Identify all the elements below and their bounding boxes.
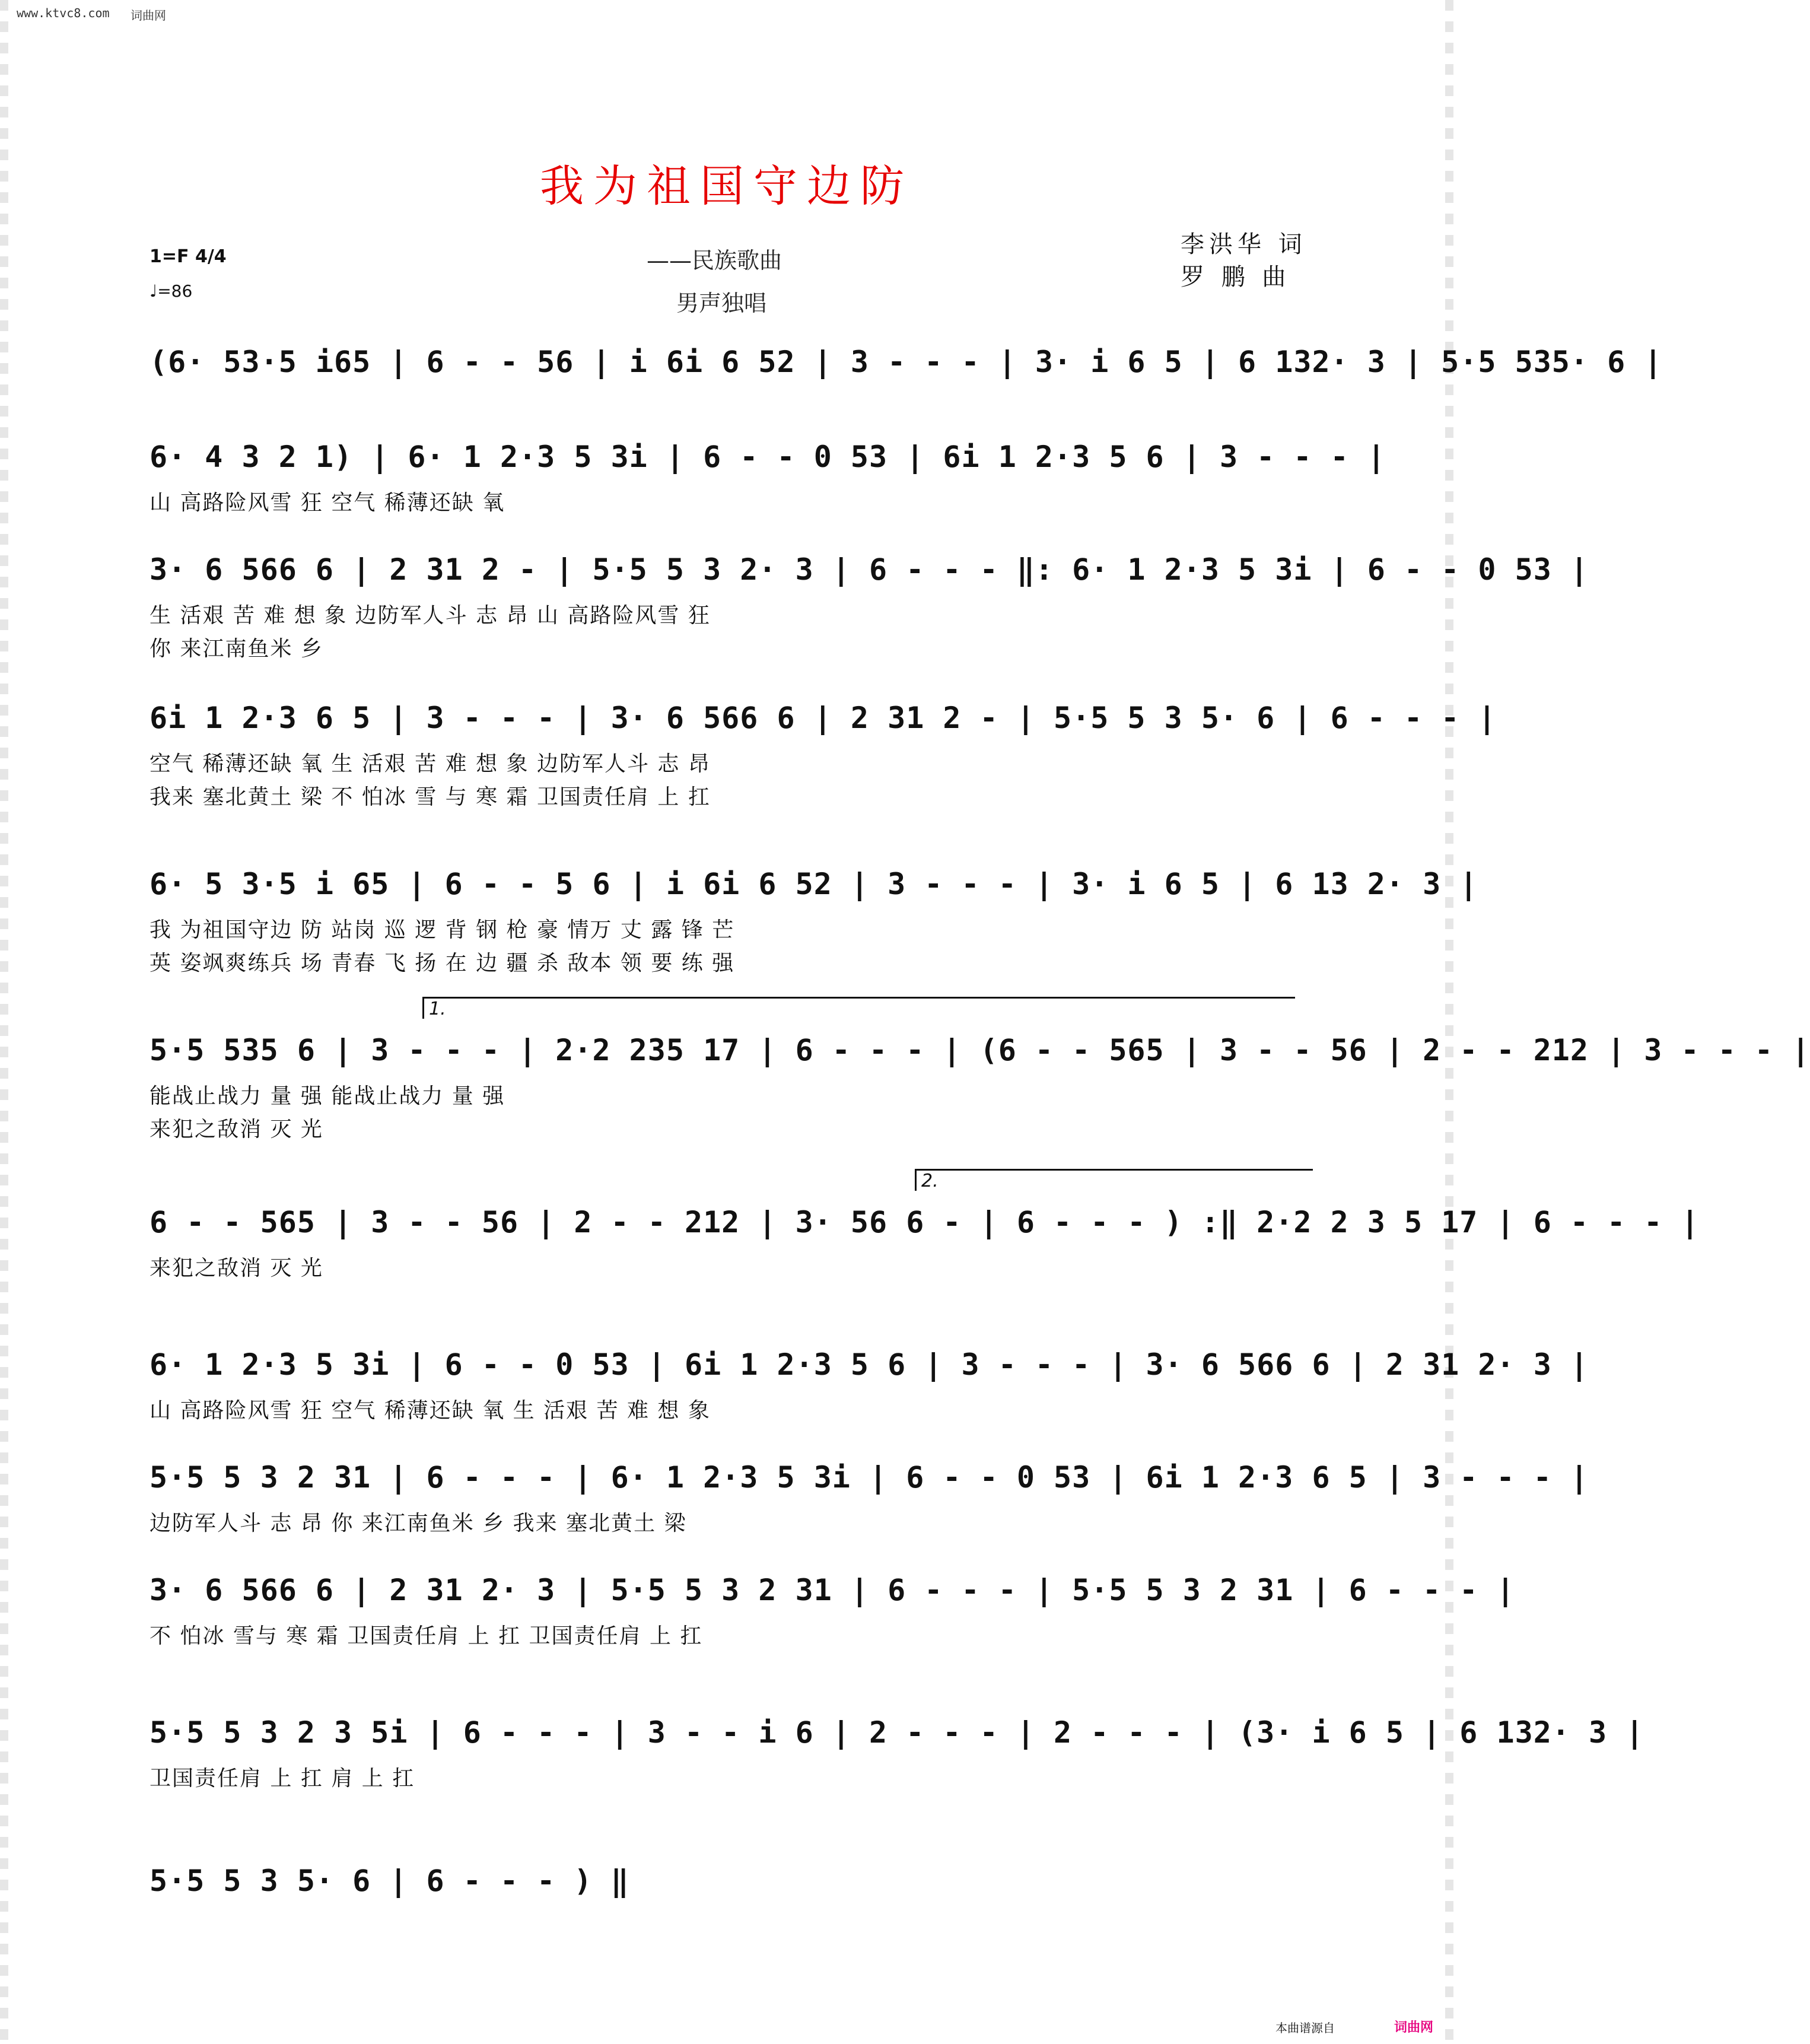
- voice-label: 男声独唱: [676, 290, 767, 316]
- notation-line: [149, 854, 1478, 914]
- lyric-line-1: 山 高路险风雪 狂 空气 稀薄还缺 氧 生 活艰 苦 难 想 象: [149, 1398, 711, 1423]
- key-signature: 1=F 4/4: [149, 246, 227, 267]
- lyric-line-1: 来犯之敌消 灭 光: [149, 1256, 323, 1280]
- score-system-1: [149, 332, 1663, 392]
- lyricist-credit: 李洪华 词: [1181, 231, 1307, 258]
- notation-line: [149, 1021, 1810, 1080]
- composer-credit: 罗 鹏 曲: [1181, 263, 1291, 291]
- notation-line: [149, 1335, 1589, 1394]
- lyric-line-1: 我 为祖国守边 防 站岗 巡 逻 背 钢 枪 豪 情万 丈 露 锋 芒: [149, 918, 735, 942]
- notation-line: [149, 1851, 1306, 1911]
- lyric-line-1: 边防军人斗 志 昂 你 来江南鱼米 乡 我来 塞北黄土 梁: [149, 1511, 687, 1536]
- jianpu-notes: 6· 1 2·3 5 3i | 6 - - 0 53 | 6i 1 2·3 5 6 | 3 - - - | 3· 6 566 6 | 2 31 2· 3 |: [149, 1347, 1589, 1382]
- score-system-2: [149, 427, 1386, 520]
- left-edge-strip: [0, 0, 8, 2044]
- lyric-line-2: 你 来江南鱼米 乡: [149, 637, 323, 661]
- score-system-12: [149, 1851, 1306, 1911]
- jianpu-notes: (6· 53·5 i65 | 6 - - 56 | i 6i 6 52 | 3 - - - | 3· i 6 5 | 6 132· 3 | 5·5 535· 6 |: [149, 345, 1663, 379]
- lyric-line-1: 山 高路险风雪 狂 空气 稀薄还缺 氧: [149, 491, 505, 515]
- score-system-3: [149, 540, 1589, 666]
- lyric-line-2: 来犯之敌消 灭 光: [149, 1117, 323, 1142]
- notation-line: [149, 540, 1589, 599]
- score-system-7: [149, 1171, 1700, 1285]
- jianpu-notes: 3· 6 566 6 | 2 31 2· 3 | 5·5 5 3 2 31 | 6 - - - | 5·5 5 3 2 31 | 6 - - - |: [149, 1573, 1515, 1607]
- jianpu-notes: 6 - - 565 | 3 - - 56 | 2 - - 212 | 3· 56 6 - | 6 - - - ) :‖ 2·2 2 3 5 17 | 6 - - - |: [149, 1205, 1700, 1239]
- jianpu-notes: 6· 5 3·5 i 65 | 6 - - 5 6 | i 6i 6 52 | 3 - - - | 3· i 6 5 | 6 13 2· 3 |: [149, 867, 1478, 901]
- notation-line: [149, 1448, 1589, 1507]
- jianpu-notes: 5·5 535 6 | 3 - - - | 2·2 235 17 | 6 - - - | (6 - - 565 | 3 - - 56 | 2 - - 212 | 3 - - - |: [149, 1033, 1810, 1067]
- notation-line: [149, 1193, 1700, 1252]
- score-system-8: [149, 1335, 1589, 1428]
- score-system-4: [149, 688, 1497, 814]
- jianpu-notes: 5·5 5 3 5· 6 | 6 - - - ) ‖: [149, 1864, 629, 1898]
- score-system-9: [149, 1448, 1589, 1540]
- footer-logo: 词曲网: [1394, 2020, 1434, 2035]
- song-title: 我为祖国守边防: [540, 161, 914, 212]
- jianpu-notes: 5·5 5 3 2 3 5i | 6 - - - | 3 - - i 6 | 2 - - - | 2 - - - | (3· i 6 5 | 6 132· 3 |: [149, 1715, 1644, 1750]
- lyric-line-1: 生 活艰 苦 难 想 象 边防军人斗 志 昂 山 高路险风雪 狂: [149, 603, 711, 628]
- notation-line: [149, 427, 1386, 487]
- notation-line: [149, 332, 1663, 392]
- site-name: 词曲网: [131, 8, 166, 23]
- jianpu-notes: 6· 4 3 2 1) | 6· 1 2·3 5 3i | 6 - - 0 53 | 6i 1 2·3 5 6 | 3 - - - |: [149, 440, 1386, 474]
- lyric-line-1: 不 怕冰 雪与 寒 霜 卫国责任肩 上 扛 卫国责任肩 上 扛: [149, 1624, 703, 1648]
- notation-line: [149, 1703, 1644, 1762]
- score-system-6: [149, 999, 1810, 1146]
- lyric-line-2: 英 姿飒爽练兵 场 青春 飞 扬 在 边 疆 杀 敌本 领 要 练 强: [149, 951, 735, 975]
- lyric-line-1: 能战止战力 量 强 能战止战力 量 强: [149, 1084, 505, 1108]
- volta-bracket: 1.: [422, 997, 1295, 1019]
- notation-line: [149, 688, 1497, 748]
- jianpu-notes: 6i 1 2·3 6 5 | 3 - - - | 3· 6 566 6 | 2 31 2 - | 5·5 5 3 5· 6 | 6 - - - |: [149, 701, 1497, 735]
- jianpu-notes: 3· 6 566 6 | 2 31 2 - | 5·5 5 3 2· 3 | 6 - - - ‖: 6· 1 2·3 5 3i | 6 - - 0 53 |: [149, 552, 1589, 587]
- lyric-line-2: 我来 塞北黄土 梁 不 怕冰 雪 与 寒 霜 卫国责任肩 上 扛: [149, 785, 711, 809]
- score-system-10: [149, 1560, 1515, 1653]
- jianpu-notes: 5·5 5 3 2 31 | 6 - - - | 6· 1 2·3 5 3i | 6 - - 0 53 | 6i 1 2·3 6 5 | 3 - - - |: [149, 1460, 1589, 1495]
- volta-bracket: 2.: [915, 1169, 1313, 1191]
- lyric-line-1: 卫国责任肩 上 扛 肩 上 扛: [149, 1766, 415, 1791]
- footer-source-note: 本曲谱源自: [1275, 2021, 1335, 2035]
- lyric-line-1: 空气 稀薄还缺 氧 生 活艰 苦 难 想 象 边防军人斗 志 昂: [149, 752, 711, 776]
- score-system-5: [149, 854, 1478, 980]
- tempo-marking: ♩=86: [149, 281, 193, 301]
- source-url: www.ktvc8.com: [17, 6, 110, 20]
- notation-line: [149, 1560, 1515, 1620]
- score-system-11: [149, 1703, 1644, 1795]
- genre-label: ——民族歌曲: [647, 247, 782, 274]
